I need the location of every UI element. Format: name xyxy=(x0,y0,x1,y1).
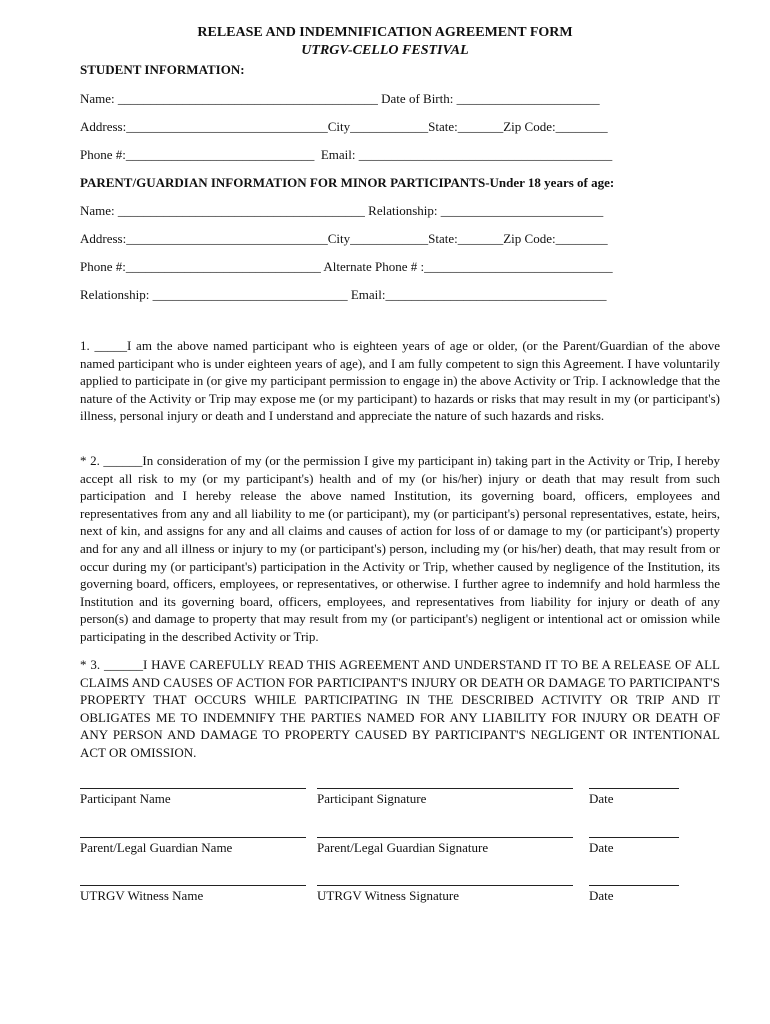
clause-1: 1. _____I am the above named participant who is eighteen years of age or older, (or the Parent/Guardian of the above named participant who is under eighteen years of age), and I am fully competent to sign this Agreement. I have voluntarily applied to participate in (or give my participant permission to engage in) the above Activity or Trip. I acknowledge that the nature of the Activity or Trip may expose me (or my participant) to hazards or risks that may result in my (or participant's) illness, personal injury or death and I understand and appreciate the nature of such hazards and risks. xyxy=(80,338,720,424)
form-subtitle: UTRGV-CELLO FESTIVAL xyxy=(301,43,469,58)
participant-name-label: Participant Name xyxy=(80,791,171,806)
student-name-dob-field[interactable]: Name: ________________________________________ Date of Birth: ______________________ xyxy=(80,91,600,106)
guardian-signature-line[interactable] xyxy=(317,837,573,838)
parent-info-heading: PARENT/GUARDIAN INFORMATION FOR MINOR PARTICIPANTS-Under 18 years of age: xyxy=(80,175,615,190)
clause-2: * 2. ______In consideration of my (or the permission I give my participant in) taking part in the Activity or Trip, I hereby accept all risk to my (or my participant's) health and of my (or his/her) injury or death that may result from such participation and I hereby release the above named Institution, its governing board, officers, employees and representatives from any and all liability to me (or participant), my (or participant's) personal representatives, estate, heirs, next of kin, and assigns for any and all claims and causes of action for loss of or damage to my (or participant's) property and for any and all illness or injury to my (or participant's) person, including my (or his/her) death, that may result from or occur during my (or participant's) participation in the Activity or Trip, whether caused by negligence of the Institution, its governing board, officers, employees, or representatives, or otherwise. I further agree to indemnify and hold harmless the Institution and its governing board, officers, employees, and representatives from liability for injury or death of any person(s) and damage to property that may result from my (or participant's) negligent or intentional act or omission while participating in the described Activity or Trip. xyxy=(80,453,720,644)
student-address-field[interactable]: Address:_______________________________City____________State:_______Zip Code:________ xyxy=(80,119,608,134)
witness-name-label: UTRGV Witness Name xyxy=(80,888,204,903)
participant-name-line[interactable] xyxy=(80,788,306,789)
parent-address-field[interactable]: Address:_______________________________City____________State:_______Zip Code:________ xyxy=(80,231,608,246)
witness-signature-line[interactable] xyxy=(317,885,573,886)
participant-signature-line[interactable] xyxy=(317,788,573,789)
parent-relationship-email-field[interactable]: Relationship: ______________________________ Email:__________________________________ xyxy=(80,287,607,302)
parent-name-relationship-field[interactable]: Name: ______________________________________ Relationship: _________________________ xyxy=(80,203,604,218)
witness-date-label: Date xyxy=(589,888,614,903)
student-info-heading: STUDENT INFORMATION: xyxy=(80,62,245,77)
clause-3: * 3. ______I HAVE CAREFULLY READ THIS AGREEMENT AND UNDERSTAND IT TO BE A RELEASE OF ALL CLAIMS AND CAUSES OF ACTION FOR PARTICIPANT'S INJURY OR DEATH OR DAMAGE TO PARTICIPANT'S PROPERTY THAT OCCURS WHILE PARTICIPATING IN THE DESCRIBED ACTIVITY OR TRIP AND IT OBLIGATES ME TO INDEMNIFY THE PARTIES NAMED FOR ANY LIABILITY FOR INJURY OR DEATH OF ANY PERSON AND DAMAGE TO PROPERTY CAUSED BY PARTICIPANT'S NEGLIGENT OR INTENTIONAL ACT OR OMISSION. xyxy=(80,657,720,760)
student-phone-email-field[interactable]: Phone #:_____________________________ Email: _______________________________________ xyxy=(80,147,613,162)
parent-phone-field[interactable]: Phone #:______________________________ Alternate Phone # :_____________________________ xyxy=(80,259,613,274)
guardian-date-label: Date xyxy=(589,840,614,855)
witness-name-line[interactable] xyxy=(80,885,306,886)
guardian-signature-label: Parent/Legal Guardian Signature xyxy=(317,840,489,855)
participant-date-label: Date xyxy=(589,791,614,806)
witness-date-line[interactable] xyxy=(589,885,679,886)
form-title: RELEASE AND INDEMNIFICATION AGREEMENT FORM xyxy=(197,25,573,40)
participant-signature-label: Participant Signature xyxy=(317,791,427,806)
guardian-date-line[interactable] xyxy=(589,837,679,838)
guardian-name-line[interactable] xyxy=(80,837,306,838)
participant-date-line[interactable] xyxy=(589,788,679,789)
witness-signature-label: UTRGV Witness Signature xyxy=(317,888,459,903)
guardian-name-label: Parent/Legal Guardian Name xyxy=(80,840,233,855)
